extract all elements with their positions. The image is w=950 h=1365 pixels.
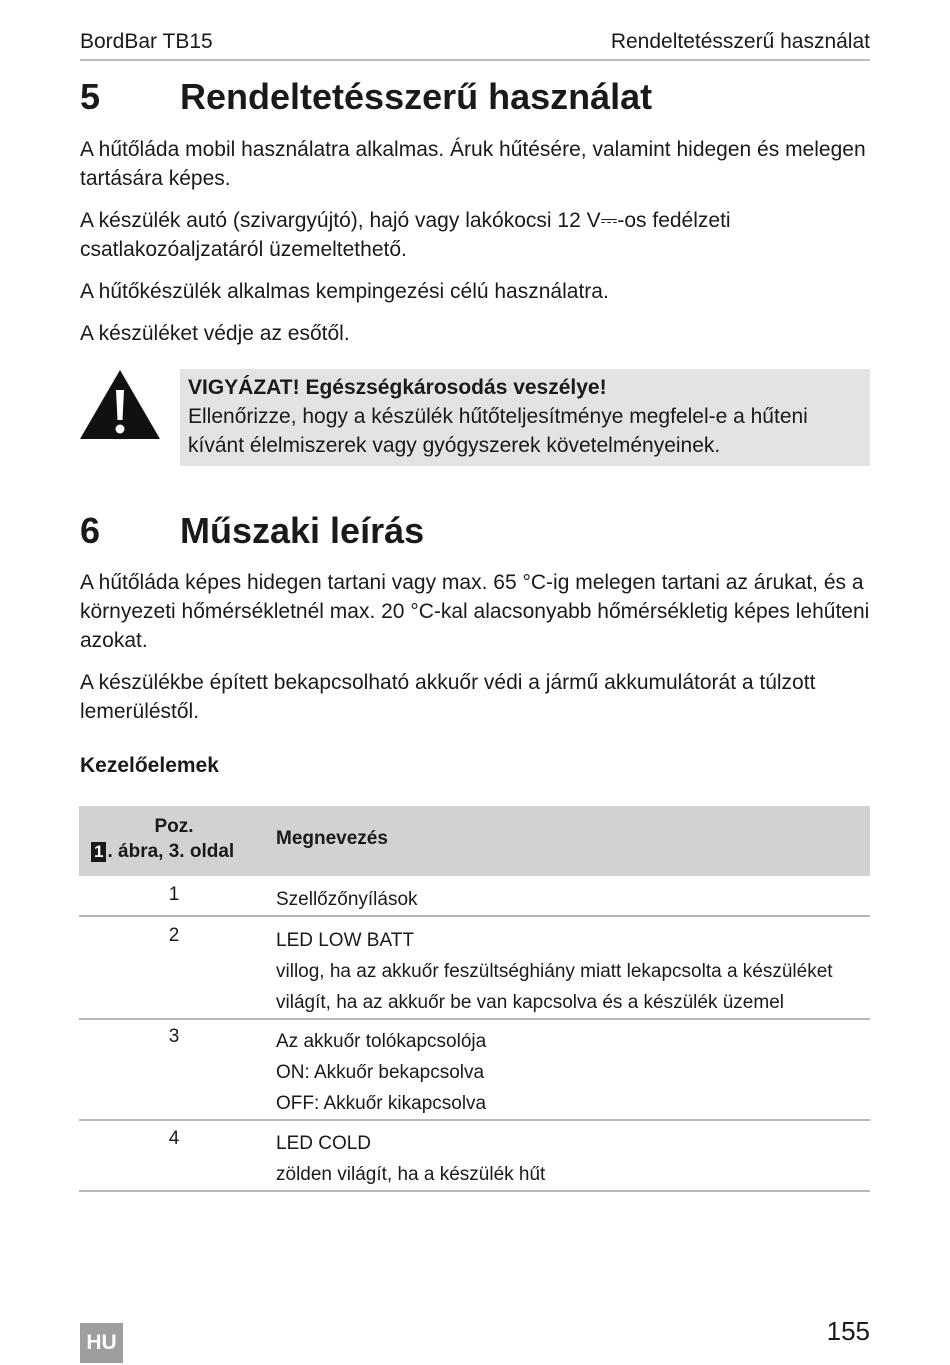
table-bottom-rule <box>79 1190 870 1192</box>
table-row <box>79 876 870 916</box>
section-5-title: Rendeltetésszerű használat <box>180 76 653 117</box>
row-description <box>276 1026 486 1119</box>
section-6-number: 6 <box>80 510 101 551</box>
warning-title: VIGYÁZAT! Egészségkárosodás veszélye! <box>188 376 607 399</box>
row-line: világít, ha az akkuőr be van kapcsolva és a készülék üzemel <box>276 992 784 1013</box>
section-5-paragraph-1: A hűtőláda mobil használatra alkalmas. Áruk hűtésére, valamint hidegen és melegen tartására képes. <box>80 138 866 190</box>
row-position: 2 <box>168 925 180 946</box>
table-header-figure-ref <box>91 841 234 863</box>
section-5-paragraph-4: A készüléket védje az esőtől. <box>80 322 350 345</box>
row-line: zölden világít, ha a készülék hűt <box>276 1164 546 1185</box>
header-section-title: Rendeltetésszerű használat <box>610 30 870 53</box>
table-header <box>79 806 870 876</box>
table-header-figure-text: . ábra, 3. oldal <box>107 841 235 862</box>
row-position: 4 <box>168 1128 180 1149</box>
row-line: Szellőzőnyílások <box>276 889 418 910</box>
warning-text: Ellenőrizze, hogy a készülék hűtőteljesítménye megfelel-e a hűteni kívánt élelmiszerek vagy gyógyszerek követelményeinek. <box>188 405 808 457</box>
row-description <box>276 1128 545 1190</box>
table-row <box>79 1018 870 1119</box>
row-description <box>276 884 418 915</box>
row-line: ON: Akkuőr bekapcsolva <box>276 1062 485 1083</box>
page-number: 155 <box>826 1316 870 1346</box>
row-line: OFF: Akkuőr kikapcsolva <box>276 1093 487 1114</box>
warning-triangle-icon <box>79 368 161 440</box>
table-row <box>79 917 870 1018</box>
row-line: LED COLD <box>276 1133 372 1154</box>
header-divider <box>80 59 870 61</box>
language-badge: HU <box>80 1323 123 1363</box>
row-position: 3 <box>168 1026 180 1047</box>
section-6-paragraph-1: A hűtőláda képes hidegen tartani vagy max. 65 °C-ig melegen tartani az árukat, és a környezeti hőmérsékletnél max. 20 °C-kal alacsonyabb hőmérsékletig képes lehűteni azokat. <box>80 571 870 652</box>
section-5-paragraph-2: A készülék autó (szivargyújtó), hajó vagy lakókocsi 12 V⎓-os fedélzeti csatlakozóaljzatáról üzemeltethető. <box>80 209 731 261</box>
controls-subheading: Kezelőelemek <box>80 754 219 777</box>
figure-number-badge: 1 <box>91 842 106 862</box>
table-header-name: Megnevezés <box>276 828 388 849</box>
section-6-title: Műszaki leírás <box>180 510 425 551</box>
section-6-paragraph-2: A készülékbe épített bekapcsolható akkuőr védi a jármű akkumulátorát a túlzott lemerüléstől. <box>80 671 816 723</box>
section-5-number: 5 <box>80 76 101 117</box>
row-line: LED LOW BATT <box>276 930 414 951</box>
warning-box <box>180 369 870 466</box>
row-description <box>276 925 833 1018</box>
row-position: 1 <box>168 884 180 905</box>
table-row <box>79 1120 870 1190</box>
section-5-paragraph-3: A hűtőkészülék alkalmas kempingezési célú használatra. <box>80 280 609 303</box>
table-header-pos: Poz. <box>154 816 194 837</box>
header-product-name: BordBar TB15 <box>80 30 213 53</box>
row-line: villog, ha az akkuőr feszültséghiány miatt lekapcsolta a készüléket <box>276 961 833 982</box>
row-line: Az akkuőr tolókapcsolója <box>276 1031 487 1052</box>
